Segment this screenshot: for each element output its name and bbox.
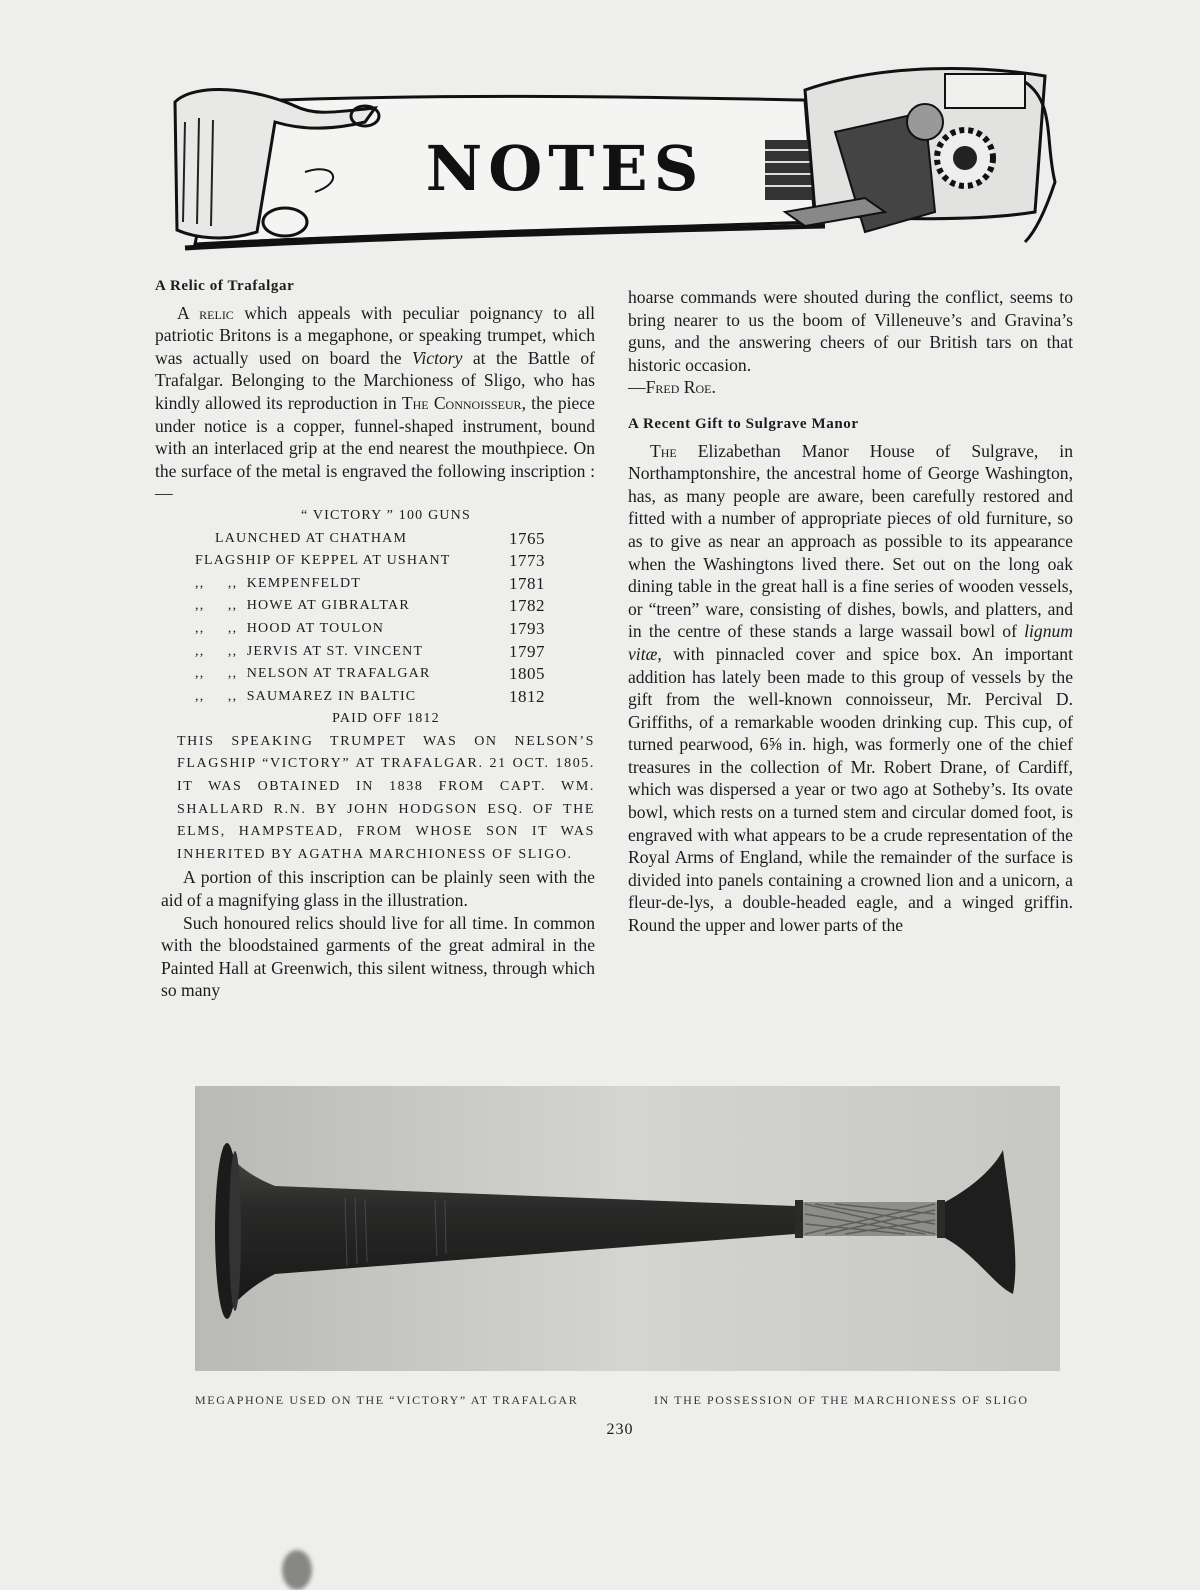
inscription-row — [175, 618, 575, 641]
ship-name: Victory — [411, 347, 463, 368]
inscription-block — [155, 505, 595, 731]
text-span: Elizabethan Manor House of Sulgrave, in Northamptonshire, the ancestral home of George Washington, has, as many people are aware, been carefully restored and fitted with a number of appropriate pieces of old furniture, so as to give as near an approach as possible to its appearance when the Washingtons lived there. Set out on the long oak dining table in the great hall is a fine series of wooden vessels, or “treen” ware, consisting of dishes, bowls, and platters, and in the centre of these stands a large wassail bowl of — [628, 440, 1073, 642]
inscription-year: 1782 — [509, 596, 545, 616]
banner-title: NOTES — [425, 132, 705, 205]
inscription-place: ,, ,, JERVIS AT ST. VINCENT — [195, 643, 424, 659]
inscription-place: LAUNCHED AT CHATHAM — [215, 530, 408, 546]
inscription-place: FLAGSHIP OF KEPPEL AT USHANT — [195, 553, 451, 569]
inscription-row — [175, 686, 575, 709]
journal-name: The Connoisseur — [401, 392, 522, 413]
megaphone-photograph — [195, 1086, 1060, 1371]
text-span: at the Battle of Trafalgar. Belonging to the Marchioness of Sligo, who has kindly allowed its reproduction in — [155, 347, 595, 413]
inscription-row — [175, 595, 575, 618]
left-column — [155, 275, 595, 1002]
italic-term: lignum vitæ — [628, 621, 1073, 664]
right-column — [628, 286, 1073, 937]
inscription-row — [175, 663, 575, 686]
photo-caption-right: IN THE POSSESSION OF THE MARCHIONESS OF SLIGO — [654, 1393, 1029, 1407]
article-paragraph: Such honoured relics should live for all time. In common with the bloodstained garments of the great admiral in the Painted Hall at Greenwich, this silent witness, through which so many — [161, 912, 595, 1001]
inscription-row — [175, 573, 575, 596]
article-heading: A Relic of Trafalgar — [155, 278, 295, 294]
article-paragraph: A portion of this inscription can be plainly seen with the aid of a magnifying glass in the illustration. — [161, 867, 595, 911]
drop-smallcaps: A relic — [177, 302, 234, 323]
inscription-row — [175, 641, 575, 664]
page-number: 230 — [606, 1421, 634, 1438]
text-span: which appeals with peculiar poignancy to all patriotic Britons is a megaphone, or speaking trumpet, which was actually used on board the — [155, 302, 595, 368]
article-paragraph — [628, 440, 1073, 937]
inscription-table — [175, 528, 575, 709]
inscription-place: ,, ,, KEMPENFELDT — [195, 575, 362, 591]
article-continuation: hoarse commands were shouted during the conflict, seems to bring nearer to us the boom of Villeneuve’s and Gravina’s guns, and the answering cheers of our British tars on that historic occasion. — [628, 287, 1073, 375]
ink-smudge — [282, 1550, 312, 1590]
inscription-year: 1793 — [509, 618, 545, 638]
inscription-year: 1805 — [509, 664, 545, 684]
inscription-head: “ VICTORY ” 100 GUNS — [301, 507, 471, 523]
inscription-place: ,, ,, HOOD AT TOULON — [195, 620, 385, 636]
megaphone-illustration — [195, 1086, 1060, 1371]
inscription-year: 1812 — [509, 686, 545, 706]
inscription-year: 1797 — [509, 641, 545, 661]
inscription-place: ,, ,, SAUMAREZ IN BALTIC — [195, 688, 417, 704]
photo-caption-left: MEGAPHONE USED ON THE “VICTORY” AT TRAFALGAR — [195, 1393, 579, 1407]
inscription-text: THIS SPEAKING TRUMPET WAS ON NELSON’S FLAGSHIP “VICTORY” AT TRAFALGAR. 21 OCT. 1805. IT WAS OBTAINED IN 1838 FROM CAPT. WM. SHALLARD R.N. BY JOHN HODGSON ESQ. OF THE ELMS, HAMPSTEAD, FROM WHOSE SON IT WAS INHERITED BY AGATHA MARCHIONESS OF SLIGO. — [177, 733, 595, 862]
article-paragraph — [155, 302, 595, 505]
inscription-year: 1773 — [509, 551, 545, 571]
inscription-year: 1765 — [509, 528, 545, 548]
text-span: , the piece under notice is a copper, funnel-shaped instrument, bound with an interlaced grip at the end nearest the mouthpiece. On the surface of the metal is engraved the following inscription :— — [155, 392, 595, 504]
inscription-row — [175, 550, 575, 573]
inscription-place: ,, ,, NELSON AT TRAFALGAR — [195, 666, 431, 682]
inscription-place: ,, ,, HOWE AT GIBRALTAR — [195, 598, 410, 614]
article-signature: —Fred Roe. — [628, 377, 716, 398]
inscription-row — [175, 528, 575, 551]
article-heading: A Recent Gift to Sulgrave Manor — [628, 415, 859, 432]
inscription-paid: PAID OFF 1812 — [332, 711, 440, 727]
drop-smallcaps: The — [650, 440, 677, 461]
inscription-year: 1781 — [509, 573, 545, 593]
notes-banner — [165, 62, 1065, 262]
text-span: , with pinnacled cover and spice box. An important addition has lately been made to this group of vessels by the gift from the well-known connoisseur, Mr. Percival D. Griffiths, of a remarkable wooden drinking cup. This cup, of turned pearwood, 6⅝ in. high, was formerly one of the chief treasures in the collection of Mr. Robert Drane, of Cardiff, which was dispersed a year or two ago at Sotheby’s. Its ovate bowl, which rests on a turned stem and circular domed foot, is engraved with what appears to be a crude representation of the Royal Arms of England, while the remainder of the surface is divided into panels containing a crowned lion and a unicorn, a fleur-de-lys, a double-headed eagle, and a winged griffin. Round the upper and lower parts of the — [628, 643, 1073, 936]
